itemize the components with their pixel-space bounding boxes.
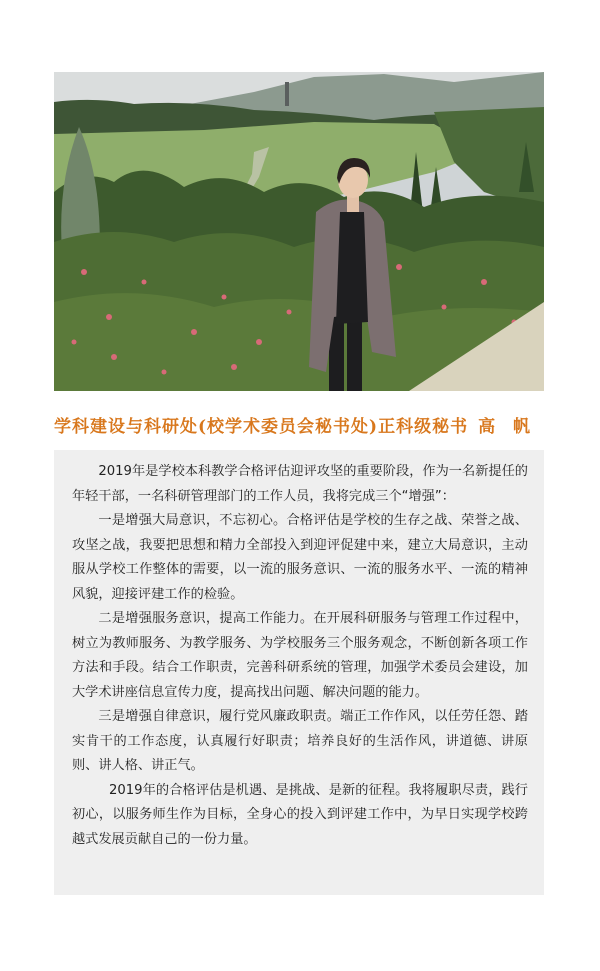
paragraph-point-1: 一是增强大局意识，不忘初心。合格评估是学校的生存之战、荣誉之战、攻坚之战，我要把思想和精力全部投入到迎评促建中来，建立大局意识，主动服从学校工作整体的需要，以一流的服务意识、一流的服务水平、一流的精神风貌，迎接评建工作的检验。 — [72, 513, 528, 602]
paragraph-conclusion: 2019年的合格评估是机遇、是挑战、是新的征程。我将履职尽责，践行初心，以服务师生作为目标，全身心的投入到评建工作中，为早日实现学校跨越式发展贡献自己的一份力量。 — [72, 782, 528, 847]
caption-title: 学科建设与科研处(校学术委员会秘书处)正科级秘书 — [54, 417, 469, 437]
paragraph-point-3: 三是增强自律意识，履行党风廉政职责。端正工作作风，以任劳任怨、踏实肯干的工作态度，认真履行好职责；培养良好的生活作风，讲道德、讲原则、讲人格、讲正气。 — [72, 709, 528, 773]
paragraph-intro: 2019年是学校本科教学合格评估迎评攻坚的重要阶段，作为一名新提任的年轻干部，一名科研管理部门的工作人员，我将完成三个“增强”： — [72, 464, 528, 504]
caption-name: 高 帆 — [478, 417, 537, 437]
statement-box — [54, 450, 544, 895]
paragraph-point-2: 二是增强服务意识，提高工作能力。在开展科研服务与管理工作过程中，树立为教师服务、为教学服务、为学校服务三个服务观念，不断创新各项工作方法和手段。结合工作职责，完善科研系统的管理，加强学术委员会建设，加大学术讲座信息宣传力度，提高找出问题、解决问题的能力。 — [72, 611, 528, 700]
portrait-photo — [54, 72, 544, 391]
caption — [54, 412, 554, 438]
